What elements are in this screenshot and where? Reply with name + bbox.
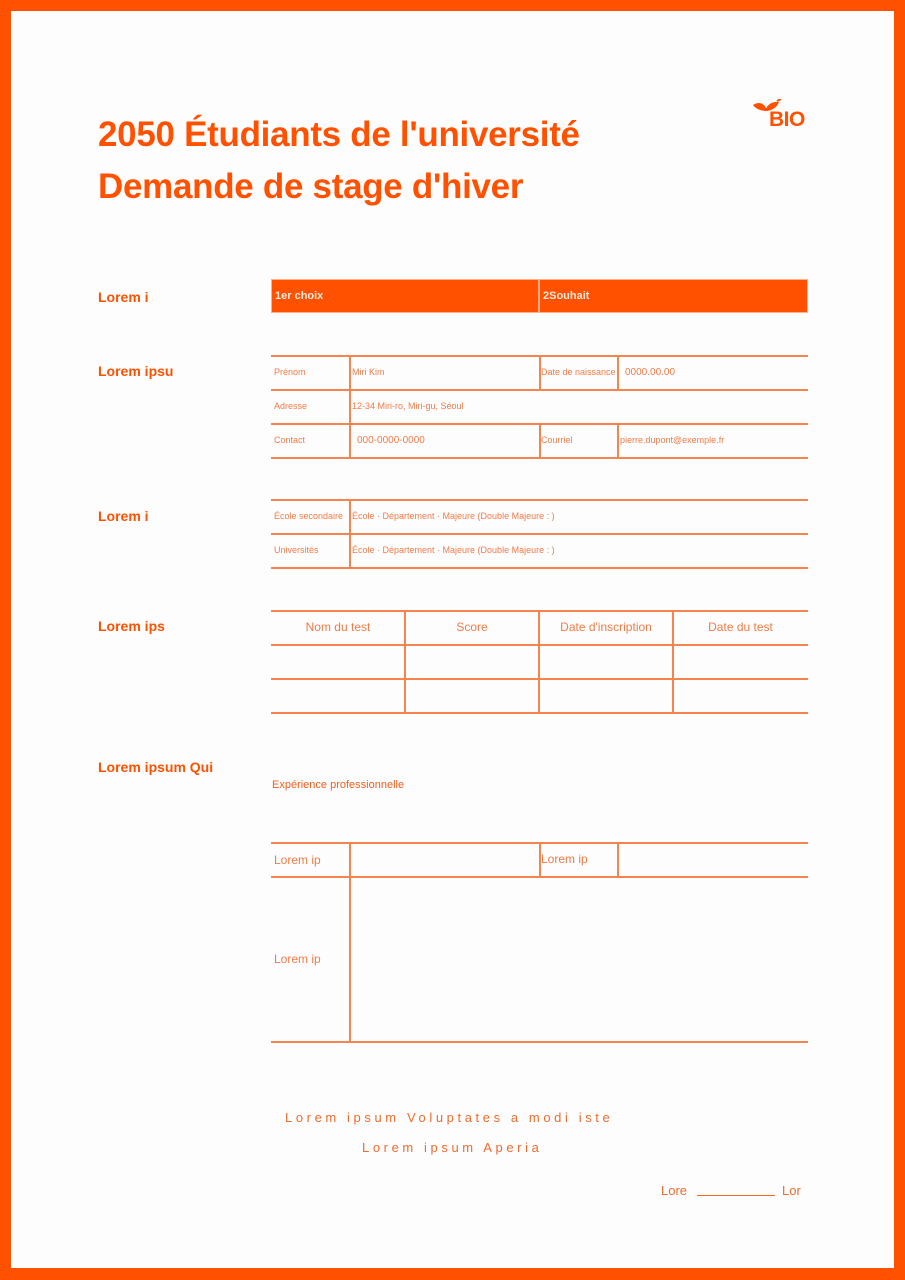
signature-label-right: Lor bbox=[782, 1183, 801, 1198]
address-label: Adresse bbox=[274, 401, 308, 411]
divider bbox=[271, 533, 808, 535]
test-row-2-name-cell[interactable] bbox=[273, 680, 403, 711]
test-row-1-score-cell[interactable] bbox=[407, 646, 537, 677]
second-choice-field[interactable] bbox=[540, 280, 807, 312]
experience-field-a[interactable] bbox=[352, 844, 538, 875]
birth-date-label: Date de naissance bbox=[541, 367, 616, 377]
title-line-2: Demande de stage d'hiver bbox=[98, 167, 524, 206]
divider bbox=[349, 842, 351, 1043]
divider bbox=[349, 355, 351, 459]
university-label: Universités bbox=[274, 545, 319, 555]
signature-line[interactable] bbox=[697, 1195, 775, 1196]
divider bbox=[271, 1041, 808, 1043]
footer-statement-line-1: Lorem ipsum Voluptates a modi iste bbox=[285, 1110, 614, 1125]
test-row-1-date-cell[interactable] bbox=[675, 646, 807, 677]
signature-label-left: Lore bbox=[661, 1183, 688, 1198]
university-field[interactable]: École · Département · Majeure (Double Majeure : ) bbox=[352, 545, 555, 555]
title-line-1: 2050 Étudiants de l'université bbox=[98, 115, 580, 154]
experience-label-a: Lorem ip bbox=[274, 853, 321, 867]
tests-header-registration-date: Date d'inscription bbox=[560, 620, 652, 634]
test-row-2-date-cell[interactable] bbox=[675, 680, 807, 711]
section-label-education: Lorem i bbox=[98, 508, 149, 524]
footer-statement-line-2: Lorem ipsum Aperia bbox=[362, 1140, 543, 1155]
choices-bar bbox=[271, 279, 808, 313]
signature-area bbox=[661, 1183, 801, 1198]
test-row-2-score-cell[interactable] bbox=[407, 680, 537, 711]
divider bbox=[617, 842, 619, 877]
divider bbox=[271, 499, 808, 501]
first-name-field[interactable]: Miri Kim bbox=[352, 367, 385, 377]
experience-description-field[interactable] bbox=[352, 878, 807, 1040]
page-title bbox=[98, 109, 580, 213]
logo-text: BIO bbox=[769, 108, 805, 131]
divider bbox=[617, 355, 619, 390]
divider bbox=[349, 499, 351, 569]
section-label-personal: Lorem ipsu bbox=[98, 363, 174, 379]
tests-header-test-date: Date du test bbox=[708, 620, 773, 634]
divider bbox=[617, 423, 619, 458]
birth-date-field[interactable]: 0000.00.00 bbox=[625, 367, 676, 378]
contact-label: Contact bbox=[274, 435, 306, 445]
tests-header-score: Score bbox=[456, 620, 488, 634]
application-form-page bbox=[11, 11, 894, 1268]
second-choice-label: 2Souhait bbox=[543, 290, 590, 302]
high-school-label: École secondaire bbox=[274, 511, 344, 521]
address-field[interactable]: 12-34 Miri-ro, Miri-gu, Séoul bbox=[352, 401, 464, 411]
first-name-label: Prénom bbox=[274, 367, 306, 377]
high-school-field[interactable]: École · Département · Majeure (Double Majeure : ) bbox=[352, 511, 555, 521]
test-row-1-name-cell[interactable] bbox=[273, 646, 403, 677]
experience-label-b: Lorem ip bbox=[541, 852, 588, 866]
email-label: Courriel bbox=[541, 435, 573, 445]
tests-header-name: Nom du test bbox=[305, 620, 371, 634]
test-row-2-registration-cell[interactable] bbox=[541, 680, 671, 711]
section-label-experience: Lorem ipsum Qui bbox=[98, 759, 214, 775]
section-label-choices: Lorem i bbox=[98, 289, 149, 305]
experience-field-b[interactable] bbox=[620, 844, 807, 875]
section-label-tests: Lorem ips bbox=[98, 618, 165, 634]
divider bbox=[271, 567, 808, 569]
first-choice-field[interactable] bbox=[272, 280, 540, 312]
email-field[interactable]: pierre.dupont@exemple.fr bbox=[620, 435, 725, 445]
first-choice-label: 1er choix bbox=[275, 290, 324, 302]
contact-field[interactable]: 000-0000-0000 bbox=[357, 435, 425, 446]
test-row-1-registration-cell[interactable] bbox=[541, 646, 671, 677]
experience-title: Expérience professionnelle bbox=[272, 779, 405, 791]
experience-description-label: Lorem ip bbox=[274, 952, 321, 966]
bio-logo bbox=[751, 99, 811, 135]
